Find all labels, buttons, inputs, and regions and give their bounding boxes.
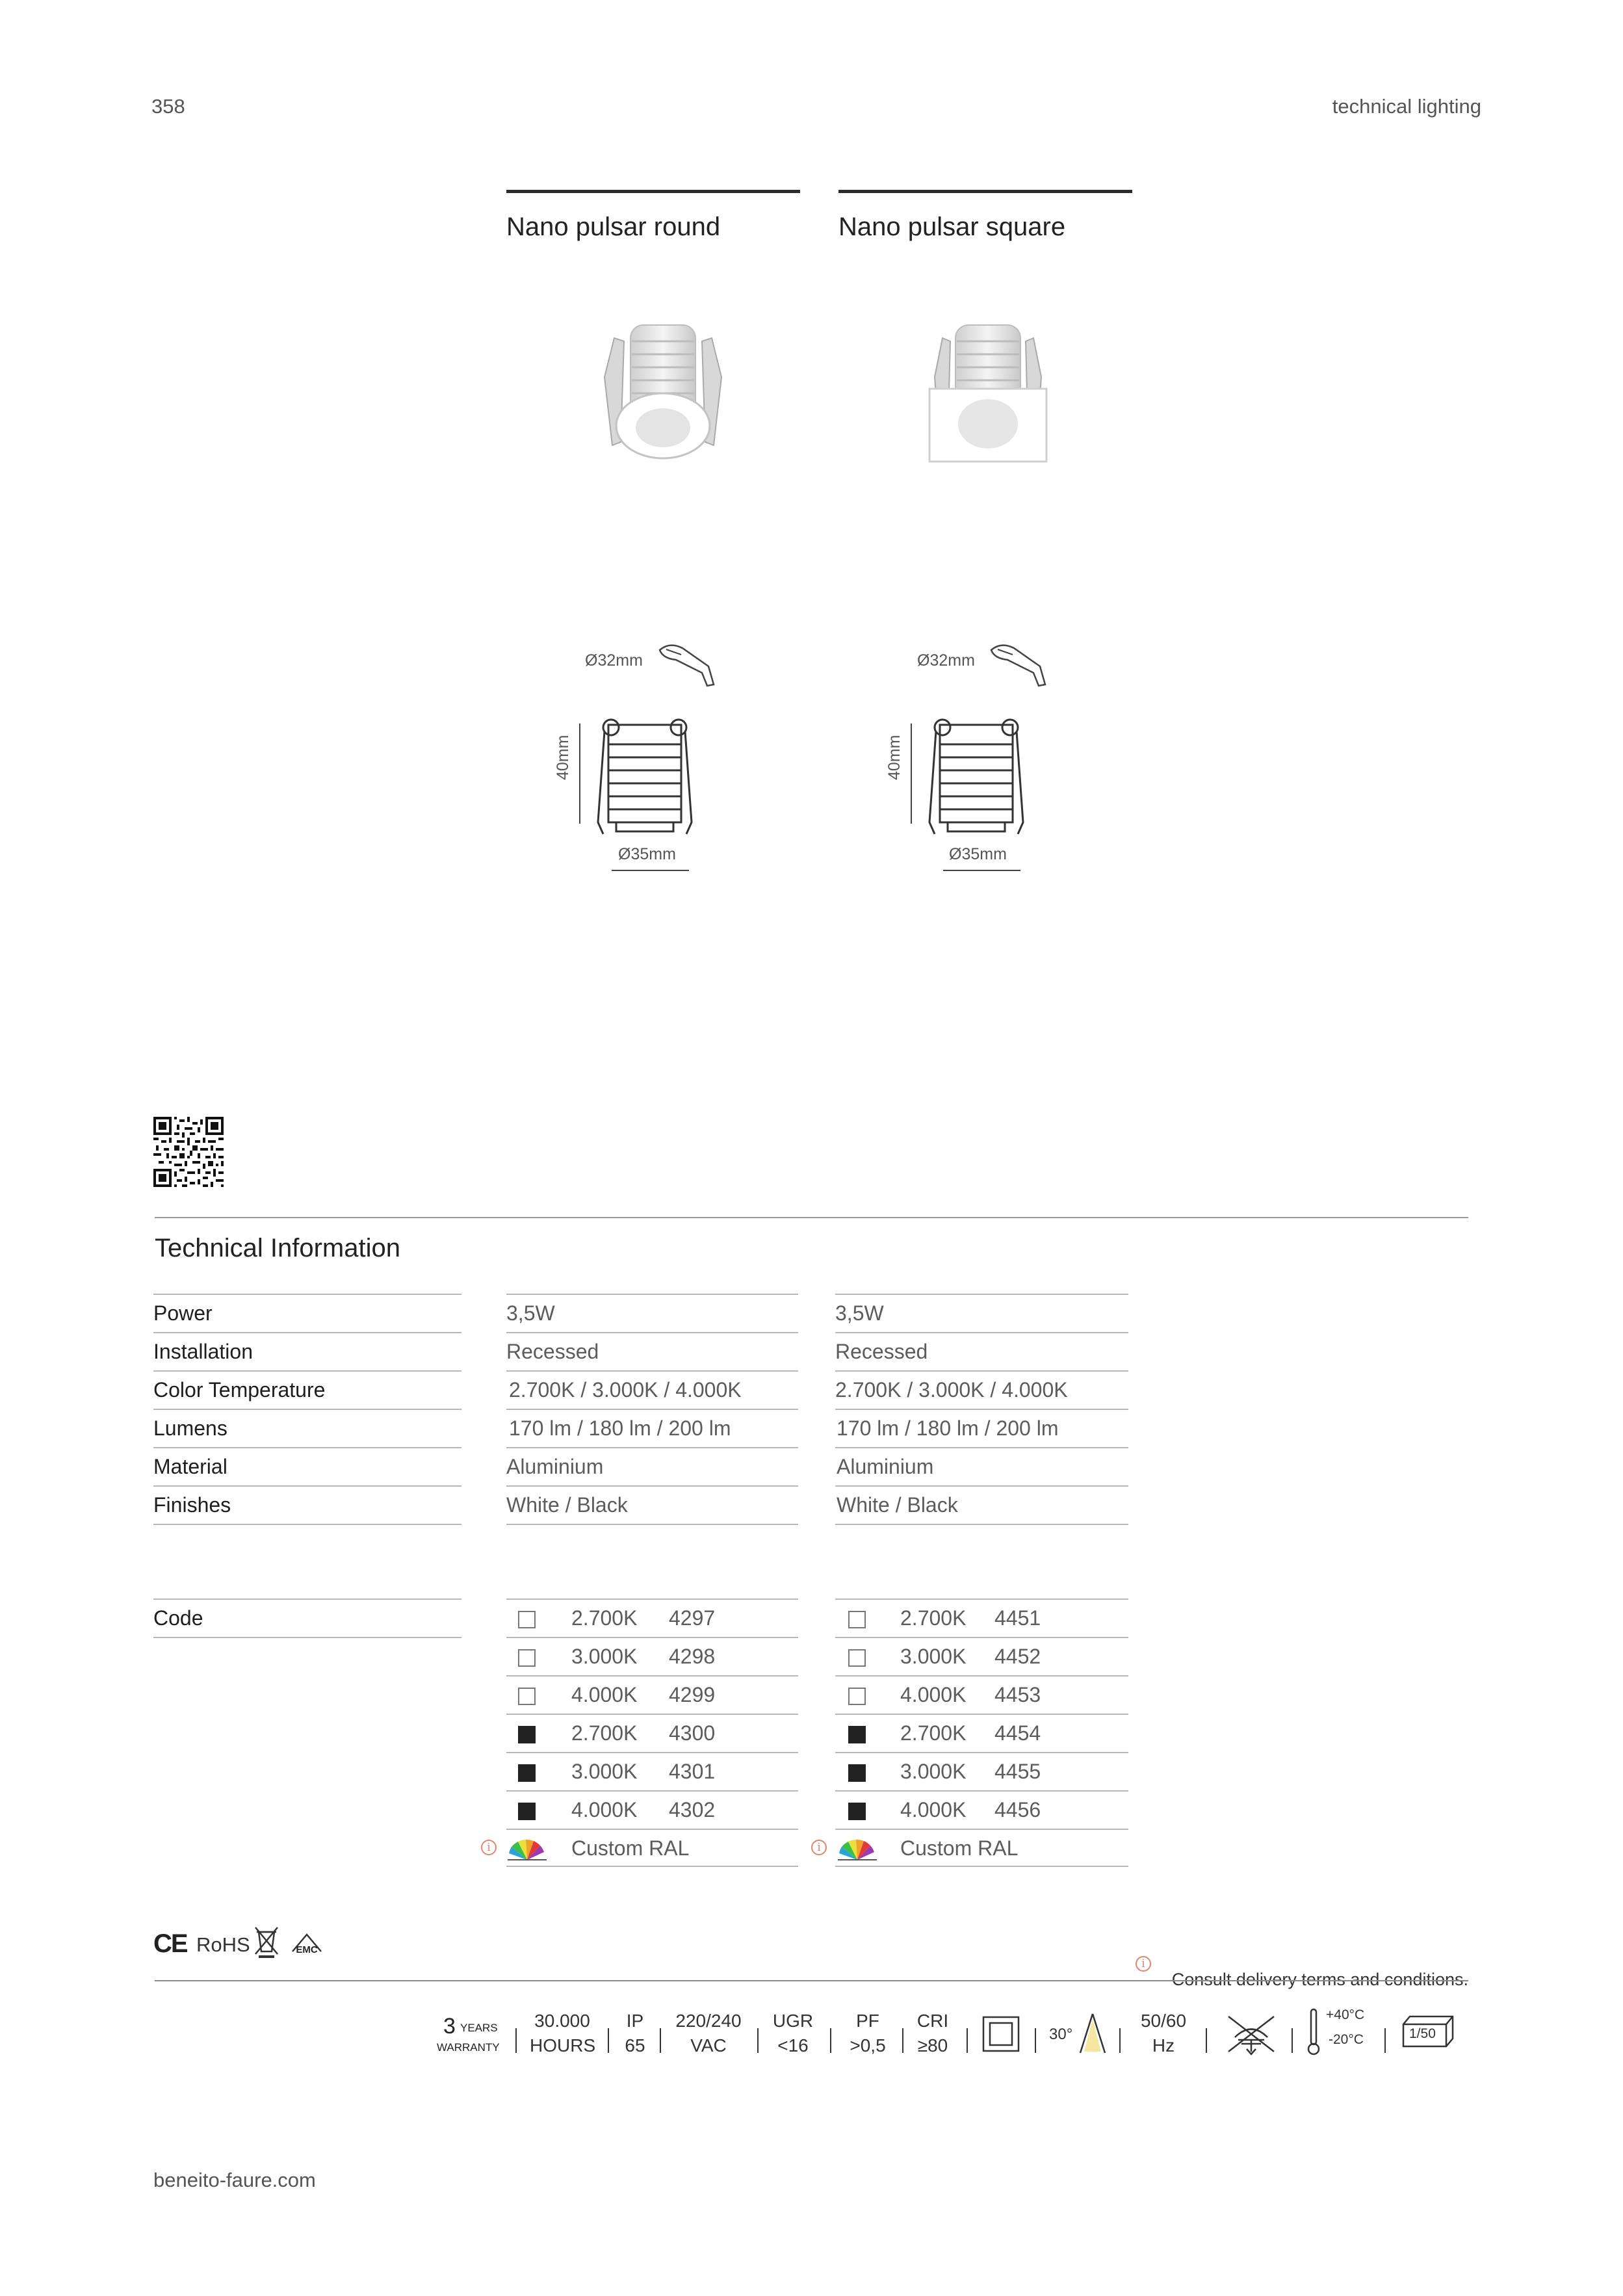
technical-info-title: Technical Information bbox=[155, 1234, 400, 1262]
spec-label-finishes bbox=[153, 1485, 461, 1525]
lifetime-hours bbox=[530, 2009, 595, 2058]
voltage-unit: VAC bbox=[690, 2035, 727, 2055]
weee-bin-icon bbox=[253, 1925, 279, 1958]
black-finish-swatch bbox=[848, 1803, 866, 1820]
dimension-top-diameter: Ø32mm bbox=[585, 651, 643, 670]
dimension-drawing-square bbox=[910, 718, 1033, 855]
frequency bbox=[1131, 2009, 1196, 2058]
section-divider bbox=[155, 1217, 1468, 1218]
qr-code[interactable] bbox=[153, 1117, 224, 1187]
frequency-value: 50/60 bbox=[1140, 2011, 1187, 2031]
ugr-rating bbox=[767, 2009, 819, 2058]
dimension-bottom-diameter: Ø35mm bbox=[618, 845, 676, 863]
spec-label-text: Installation bbox=[153, 1340, 253, 1363]
emc-text: EMC bbox=[296, 1944, 318, 1955]
code-kelvin: 4.000K bbox=[900, 1798, 967, 1821]
code-row bbox=[835, 1752, 1128, 1790]
cri-value: ≥80 bbox=[917, 2035, 948, 2055]
code-kelvin: 3.000K bbox=[900, 1760, 967, 1783]
color-fan-icon bbox=[837, 1838, 878, 1861]
spec-value-text: 170 lm / 180 lm / 200 lm bbox=[509, 1416, 731, 1440]
separator bbox=[660, 2028, 661, 2053]
beam-angle-icon bbox=[1078, 2013, 1108, 2054]
installation-tool-icon bbox=[656, 640, 721, 692]
spec-label-installation bbox=[153, 1332, 461, 1370]
ugr-label: UGR bbox=[772, 2011, 814, 2031]
section-name: technical lighting bbox=[1332, 95, 1481, 118]
dimension-top-diameter: Ø32mm bbox=[917, 651, 975, 670]
code-row bbox=[835, 1675, 1128, 1714]
code-label: Code bbox=[153, 1606, 203, 1630]
product-title-rule bbox=[838, 190, 1132, 193]
warranty-badge bbox=[437, 2014, 508, 2066]
code-number: 4453 bbox=[994, 1683, 1041, 1706]
black-finish-swatch bbox=[848, 1764, 866, 1782]
code-row bbox=[835, 1790, 1128, 1829]
spec-value-text: White / Black bbox=[506, 1493, 628, 1517]
code-kelvin: 3.000K bbox=[571, 1760, 638, 1783]
code-number: 4451 bbox=[994, 1606, 1041, 1630]
product-title: Nano pulsar round bbox=[506, 213, 721, 241]
separator bbox=[1292, 2028, 1293, 2053]
code-row bbox=[506, 1598, 798, 1637]
code-number: 4300 bbox=[669, 1721, 716, 1745]
code-row bbox=[506, 1790, 798, 1829]
beam-angle-value: 30° bbox=[1049, 2026, 1073, 2043]
spec-label-material bbox=[153, 1447, 461, 1485]
white-finish-swatch bbox=[518, 1649, 536, 1667]
spec-value-material bbox=[835, 1447, 1128, 1485]
custom-ral-row bbox=[506, 1829, 798, 1867]
code-kelvin: 2.700K bbox=[571, 1721, 638, 1745]
spec-label-color-temperature bbox=[153, 1370, 461, 1409]
dimension-drawing-round bbox=[578, 718, 702, 855]
warranty-word: WARRANTY bbox=[437, 2041, 500, 2054]
temperature-max: +40°C bbox=[1326, 2007, 1365, 2022]
spec-label-lumens bbox=[153, 1409, 461, 1447]
custom-ral-row bbox=[835, 1829, 1128, 1867]
spec-value-installation bbox=[506, 1332, 798, 1370]
custom-ral-label: Custom RAL bbox=[571, 1836, 690, 1860]
ip-rating bbox=[619, 2009, 651, 2058]
code-row bbox=[506, 1752, 798, 1790]
spec-value-text: 170 lm / 180 lm / 200 lm bbox=[837, 1416, 1059, 1440]
dimension-line bbox=[612, 870, 689, 871]
code-label-row bbox=[153, 1598, 461, 1638]
spec-value-finishes bbox=[835, 1485, 1128, 1525]
thermometer-icon bbox=[1306, 2007, 1321, 2057]
separator bbox=[1035, 2028, 1036, 2053]
spec-value-text: 3,5W bbox=[835, 1301, 884, 1325]
info-icon: i bbox=[811, 1840, 827, 1855]
code-number: 4454 bbox=[994, 1721, 1041, 1745]
hours-unit: HOURS bbox=[530, 2035, 596, 2055]
product-column-round bbox=[506, 190, 800, 242]
black-finish-swatch bbox=[518, 1726, 536, 1743]
code-number: 4299 bbox=[669, 1683, 716, 1706]
separator bbox=[902, 2028, 903, 2053]
code-number: 4456 bbox=[994, 1798, 1041, 1821]
footer-divider bbox=[155, 1980, 1468, 1981]
spec-label-power bbox=[153, 1294, 461, 1332]
code-kelvin: 2.700K bbox=[571, 1606, 638, 1630]
white-finish-swatch bbox=[848, 1688, 866, 1705]
code-row bbox=[835, 1714, 1128, 1752]
code-kelvin: 3.000K bbox=[900, 1645, 967, 1668]
ip-label: IP bbox=[626, 2011, 644, 2031]
white-finish-swatch bbox=[848, 1611, 866, 1628]
black-finish-swatch bbox=[518, 1803, 536, 1820]
consult-note: Consult delivery terms and conditions. bbox=[1171, 1970, 1468, 1989]
spec-value-finishes bbox=[506, 1485, 798, 1525]
cri-rating bbox=[910, 2009, 955, 2058]
code-number: 4301 bbox=[669, 1760, 716, 1783]
ce-mark-icon: CE bbox=[153, 1929, 187, 1958]
product-image-square bbox=[923, 312, 1053, 468]
product-title-rule bbox=[506, 190, 800, 193]
custom-ral-label: Custom RAL bbox=[900, 1836, 1019, 1860]
separator bbox=[515, 2028, 517, 2053]
spec-value-text: 2.700K / 3.000K / 4.000K bbox=[509, 1378, 742, 1402]
spec-value-lumens bbox=[506, 1409, 798, 1447]
spec-label-text: Finishes bbox=[153, 1493, 231, 1517]
product-title: Nano pulsar square bbox=[838, 213, 1066, 241]
ugr-value: <16 bbox=[777, 2035, 809, 2055]
hours-value: 30.000 bbox=[534, 2011, 590, 2031]
white-finish-swatch bbox=[518, 1688, 536, 1705]
warranty-number: 3 bbox=[443, 2014, 456, 2039]
spec-value-text: Aluminium bbox=[837, 1455, 934, 1478]
rohs-mark: RoHS bbox=[196, 1933, 250, 1956]
spec-value-material bbox=[506, 1447, 798, 1485]
code-row bbox=[835, 1598, 1128, 1637]
dimension-bottom-diameter: Ø35mm bbox=[949, 845, 1007, 863]
separator bbox=[608, 2028, 609, 2053]
spec-label-text: Power bbox=[153, 1301, 213, 1325]
temperature-min: -20°C bbox=[1329, 2032, 1364, 2047]
spec-value-text: Aluminium bbox=[506, 1455, 604, 1478]
recessed-installation-icon bbox=[981, 2015, 1020, 2053]
ip-value: 65 bbox=[625, 2035, 645, 2055]
voltage-value: 220/240 bbox=[675, 2011, 742, 2031]
warranty-years: YEARS bbox=[460, 2022, 498, 2034]
spec-value-text: 3,5W bbox=[506, 1301, 555, 1325]
spec-value-power bbox=[506, 1294, 798, 1332]
code-number: 4302 bbox=[669, 1798, 716, 1821]
cri-label: CRI bbox=[916, 2011, 949, 2031]
code-kelvin: 2.700K bbox=[900, 1721, 967, 1745]
white-finish-swatch bbox=[848, 1649, 866, 1667]
separator bbox=[1206, 2028, 1207, 2053]
package-quantity: 1/50 bbox=[1409, 2026, 1436, 2041]
product-image-round bbox=[598, 312, 728, 468]
separator bbox=[1384, 2028, 1386, 2053]
black-finish-swatch bbox=[848, 1726, 866, 1743]
code-number: 4455 bbox=[994, 1760, 1041, 1783]
white-finish-swatch bbox=[518, 1611, 536, 1628]
spec-value-color-temperature bbox=[506, 1370, 798, 1409]
spec-value-text: Recessed bbox=[506, 1340, 599, 1363]
color-fan-icon bbox=[506, 1838, 548, 1861]
code-row bbox=[835, 1637, 1128, 1675]
code-kelvin: 2.700K bbox=[900, 1606, 967, 1630]
spec-value-installation bbox=[835, 1332, 1128, 1370]
spec-label-text: Color Temperature bbox=[153, 1378, 326, 1402]
code-number: 4452 bbox=[994, 1645, 1041, 1668]
pf-value: >0,5 bbox=[850, 2035, 886, 2055]
spec-value-text: Recessed bbox=[835, 1340, 928, 1363]
dimension-line bbox=[943, 870, 1020, 871]
voltage bbox=[669, 2009, 747, 2058]
separator bbox=[1119, 2028, 1121, 2053]
website-link[interactable]: beneito-faure.com bbox=[153, 2169, 316, 2191]
code-row bbox=[506, 1637, 798, 1675]
spec-value-color-temperature bbox=[835, 1370, 1128, 1409]
code-kelvin: 4.000K bbox=[571, 1798, 638, 1821]
black-finish-swatch bbox=[518, 1764, 536, 1782]
separator bbox=[757, 2028, 759, 2053]
code-number: 4298 bbox=[669, 1645, 716, 1668]
code-row bbox=[506, 1714, 798, 1752]
dimension-height: 40mm bbox=[885, 735, 903, 780]
spec-value-text: White / Black bbox=[837, 1493, 958, 1517]
power-factor bbox=[842, 2009, 894, 2058]
frequency-unit: Hz bbox=[1152, 2035, 1175, 2055]
code-row bbox=[506, 1675, 798, 1714]
code-kelvin: 4.000K bbox=[900, 1683, 967, 1706]
code-kelvin: 3.000K bbox=[571, 1645, 638, 1668]
code-kelvin: 4.000K bbox=[571, 1683, 638, 1706]
spec-value-text: 2.700K / 3.000K / 4.000K bbox=[835, 1378, 1068, 1402]
spec-value-power bbox=[835, 1294, 1128, 1332]
pf-label: PF bbox=[856, 2011, 879, 2031]
installation-tool-icon bbox=[988, 640, 1053, 692]
page-number: 358 bbox=[151, 95, 185, 118]
spec-label-text: Lumens bbox=[153, 1416, 227, 1440]
separator bbox=[830, 2028, 831, 2053]
info-icon: i bbox=[1136, 1956, 1151, 1972]
separator bbox=[967, 2028, 968, 2053]
info-icon: i bbox=[481, 1840, 497, 1855]
dimension-height: 40mm bbox=[554, 735, 572, 780]
emc-mark-icon bbox=[290, 1932, 324, 1958]
no-insulation-cover-icon bbox=[1222, 2011, 1280, 2055]
product-column-square bbox=[838, 190, 1132, 242]
spec-value-lumens bbox=[835, 1409, 1128, 1447]
spec-label-text: Material bbox=[153, 1455, 227, 1478]
code-number: 4297 bbox=[669, 1606, 716, 1630]
